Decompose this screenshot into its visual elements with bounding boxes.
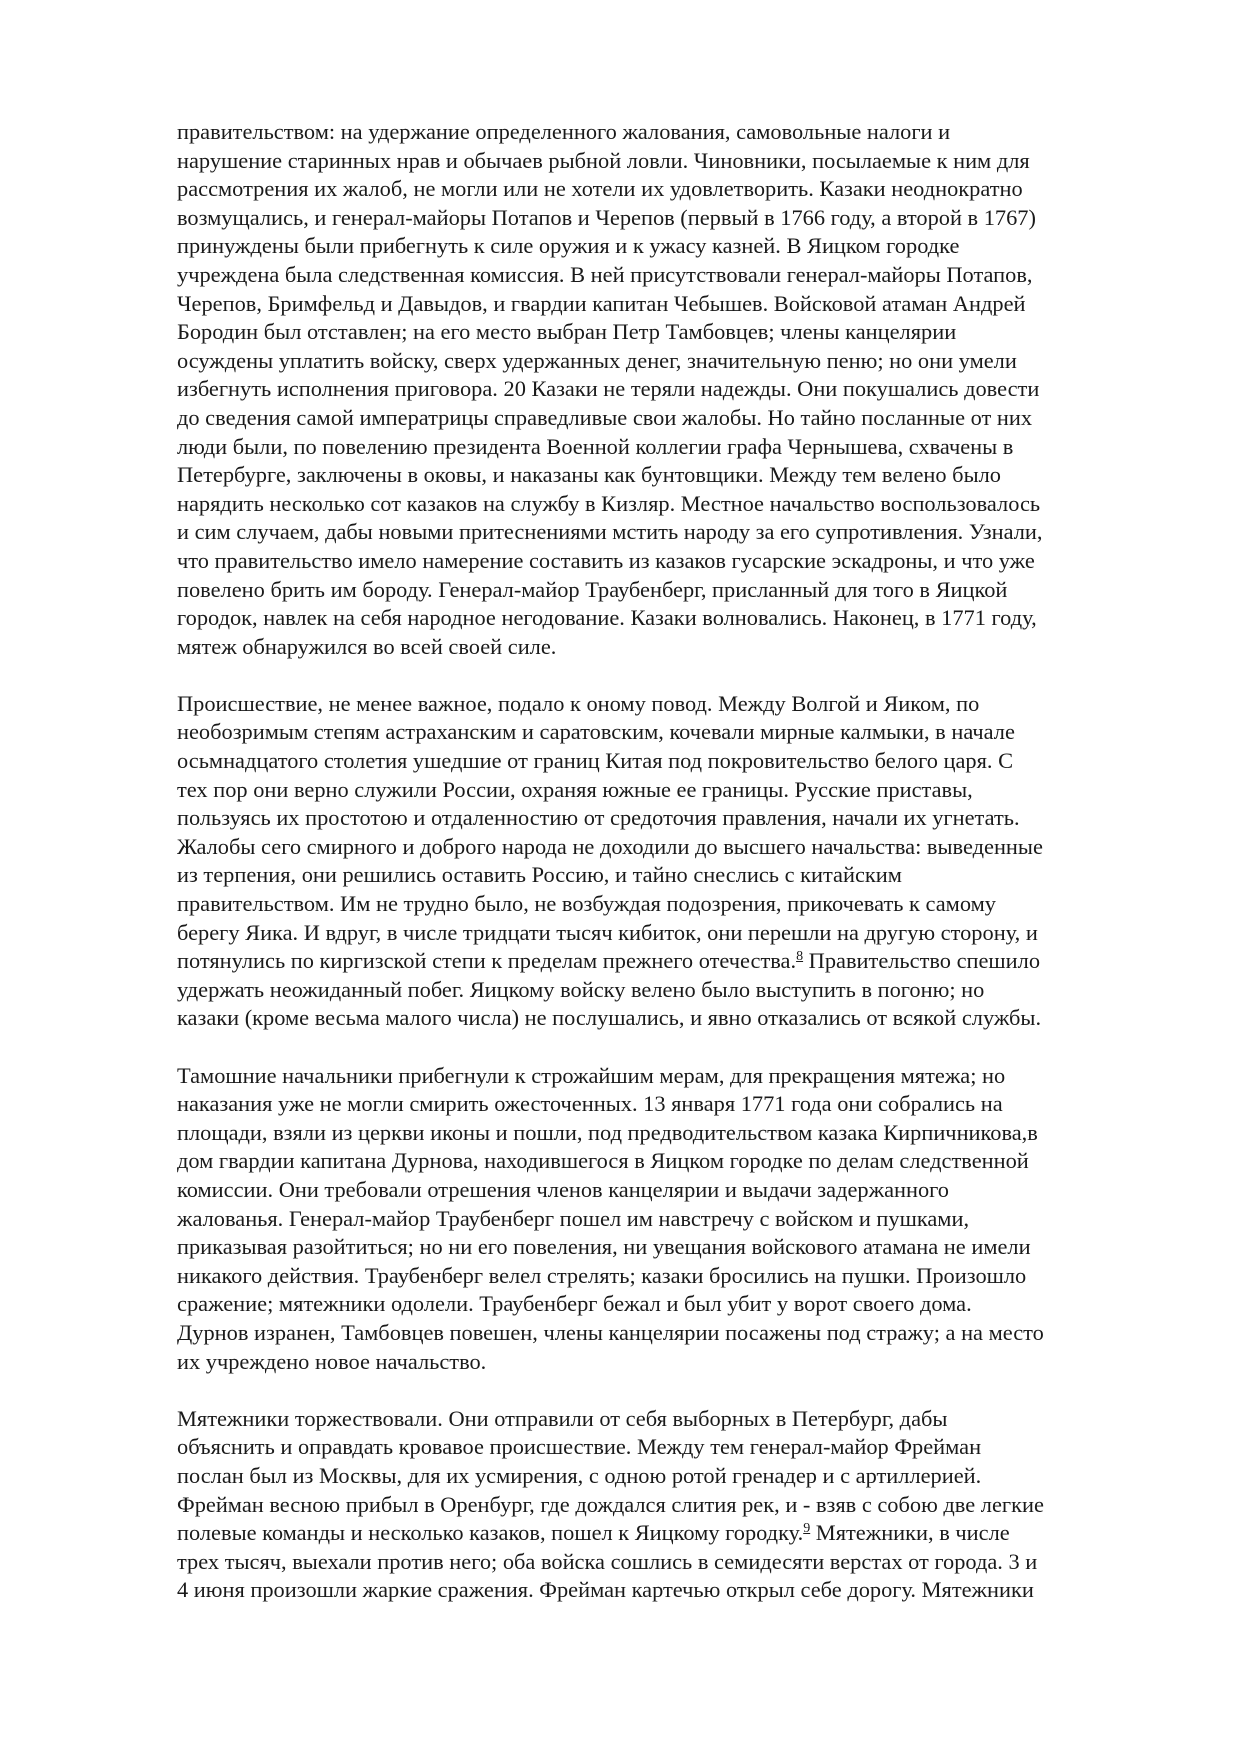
text-line: тех пор они верно служили России, охраняя южные ее границы. Русские приставы, (177, 776, 973, 802)
text-line: сражение; мятежники одолели. Траубенберг бежал и был убит у ворот своего дома. (177, 1291, 972, 1317)
text-line: Тамошние начальники прибегнули к строжайшим мерам, для прекращения мятежа; но (177, 1062, 1006, 1088)
text-line: берегу Яика. И вдруг, в числе тридцати тысяч кибиток, они перешли на другую сторону, и (177, 919, 1038, 945)
text-line: дом гвардии капитана Дурнова, находившегося в Яицком городке по делам следственной (177, 1148, 1029, 1174)
text-line: Фрейман весною прибыл в Оренбург, где дождался слития рек, и - взяв с собою две легкие (177, 1491, 1044, 1517)
text-line: принуждены были прибегнуть к силе оружия и к ужасу казней. В Яицком городке (177, 233, 960, 259)
text-line: до сведения самой императрицы справедливые свои жалобы. Но тайно посланные от них (177, 404, 1033, 430)
footnote-8-link[interactable]: 8 (796, 949, 804, 965)
text-line: люди были, по повелению президента Военной коллегии графа Чернышева, схвачены в (177, 433, 1014, 459)
text-line: казаки (кроме весьма малого числа) не послушались, и явно отказались от всякой службы. (177, 1005, 1042, 1031)
text-fragment: Правительство спешило (803, 948, 1041, 974)
text-line: объяснить и оправдать кровавое происшествие. Между тем генерал-майор Фрейман (177, 1434, 982, 1460)
text-line: из терпения, они решились оставить Россию, и тайно снеслись с китайским (177, 862, 902, 888)
text-fragment: потянулись по киргизской степи к пределам прежнего отечества. (177, 948, 797, 974)
text-fragment: полевые команды и несколько казаков, пошел к Яицкому городку. (177, 1520, 804, 1546)
text-line: возмущались, и генерал-майоры Потапов и Черепов (первый в 1766 году, а второй в 1767) (177, 204, 1036, 230)
text-line: комиссии. Они требовали отрешения членов канцелярии и выдачи задержанного (177, 1176, 950, 1202)
text-line: площади, взяли из церкви иконы и пошли, под предводительством казака Кирпичникова,в (177, 1119, 1038, 1145)
paragraph-1 (177, 118, 1167, 661)
text-line: Мятежники торжествовали. Они отправили от себя выборных в Петербург, дабы (177, 1405, 948, 1431)
text-fragment: Мятежники, в числе (810, 1520, 1010, 1546)
text-line: осьмнадцатого столетия ушедшие от границ Китая под покровительство белого царя. С (177, 748, 1014, 774)
text-line: учреждена была следственная комиссия. В ней присутствовали генерал-майоры Потапов, (177, 261, 1033, 287)
text-line: Петербурге, заключены в оковы, и наказаны как бунтовщики. Между тем велено было (177, 462, 1001, 488)
text-line-with-footnote (177, 947, 1167, 976)
text-line: никакого действия. Траубенберг велел стрелять; казаки бросились на пушки. Произошло (177, 1262, 1027, 1288)
text-line: осуждены уплатить войску, сверх удержанных денег, значительную пеню; но они умели (177, 347, 1017, 373)
text-line: правительством. Им не трудно было, не возбуждая подозрения, прикочевать к самому (177, 891, 996, 917)
paragraph-2 (177, 690, 1167, 1033)
text-line: и сим случаем, дабы новыми притеснениями мстить народу за его супротивления. Узнали, (177, 519, 1043, 545)
text-line: наказания уже не могли смирить ожесточенных. 13 января 1771 года они собрались на (177, 1091, 1003, 1117)
text-line: послан был из Москвы, для их усмирения, с одною ротой гренадер и с артиллерией. (177, 1462, 982, 1488)
text-line: мятеж обнаружился во всей своей силе. (177, 633, 557, 659)
text-line: жалованья. Генерал-майор Траубенберг пошел им навстречу с войском и пушками, (177, 1205, 970, 1231)
text-line: Происшествие, не менее важное, подало к оному повод. Между Волгой и Яиком, по (177, 690, 980, 716)
text-line: удержать неожиданный побег. Яицкому войску велено было выступить в погоню; но (177, 976, 985, 1002)
text-line: 4 июня произошли жаркие сражения. Фрейман картечью открыл себе дорогу. Мятежники (177, 1577, 1034, 1603)
text-line: рассмотрения их жалоб, не могли или не хотели их удовлетворить. Казаки неоднократно (177, 176, 1023, 202)
text-line: что правительство имело намерение составить из казаков гусарские эскадроны, и что уже (177, 547, 1035, 573)
text-line: Дурнов изранен, Тамбовцев повешен, члены канцелярии посажены под стражу; а на место (177, 1319, 1044, 1345)
text-line: необозримым степям астраханским и саратовским, кочевали мирные калмыки, в начале (177, 719, 1015, 745)
paragraph-3 (177, 1062, 1167, 1377)
text-line-with-footnote (177, 1519, 1167, 1548)
text-line: Черепов, Бримфельд и Давыдов, и гвардии капитан Чебышев. Войсковой атаман Андрей (177, 290, 1026, 316)
text-line: нарядить несколько сот казаков на службу в Кизляр. Местное начальство воспользовалось (177, 490, 1041, 516)
text-line: правительством: на удержание определенного жалования, самовольные налоги и (177, 119, 951, 144)
text-line: Жалобы сего смирного и доброго народа не доходили до высшего начальства: выведенные (177, 833, 1043, 859)
text-line: нарушение старинных нрав и обычаев рыбной ловли. Чиновники, посылаемые к ним для (177, 147, 1030, 173)
text-line: пользуясь их простотою и отдаленностию от средоточия правления, начали их угнетать. (177, 805, 1020, 831)
text-line: избегнуть исполнения приговора. 20 Казаки не теряли надежды. Они покушались довести (177, 376, 1040, 402)
text-line: трех тысяч, выехали против него; оба войска сошлись в семидесяти верстах от города. 3 и (177, 1548, 1038, 1574)
paragraph-4 (177, 1405, 1167, 1605)
text-line: приказывая разойтиться; но ни его повеления, ни увещания войскового атамана не имели (177, 1234, 1031, 1260)
text-line: повелено брить им бороду. Генерал-майор Траубенберг, присланный для того в Яицкой (177, 576, 1008, 602)
text-line: городок, навлек на себя народное негодование. Казаки волновались. Наконец, в 1771 году, (177, 605, 1037, 631)
document-page (177, 118, 1167, 1633)
footnote-9-link[interactable]: 9 (803, 1521, 811, 1537)
text-line: Бородин был отставлен; на его место выбран Петр Тамбовцев; члены канцелярии (177, 319, 957, 345)
text-line: их учреждено новое начальство. (177, 1348, 487, 1374)
